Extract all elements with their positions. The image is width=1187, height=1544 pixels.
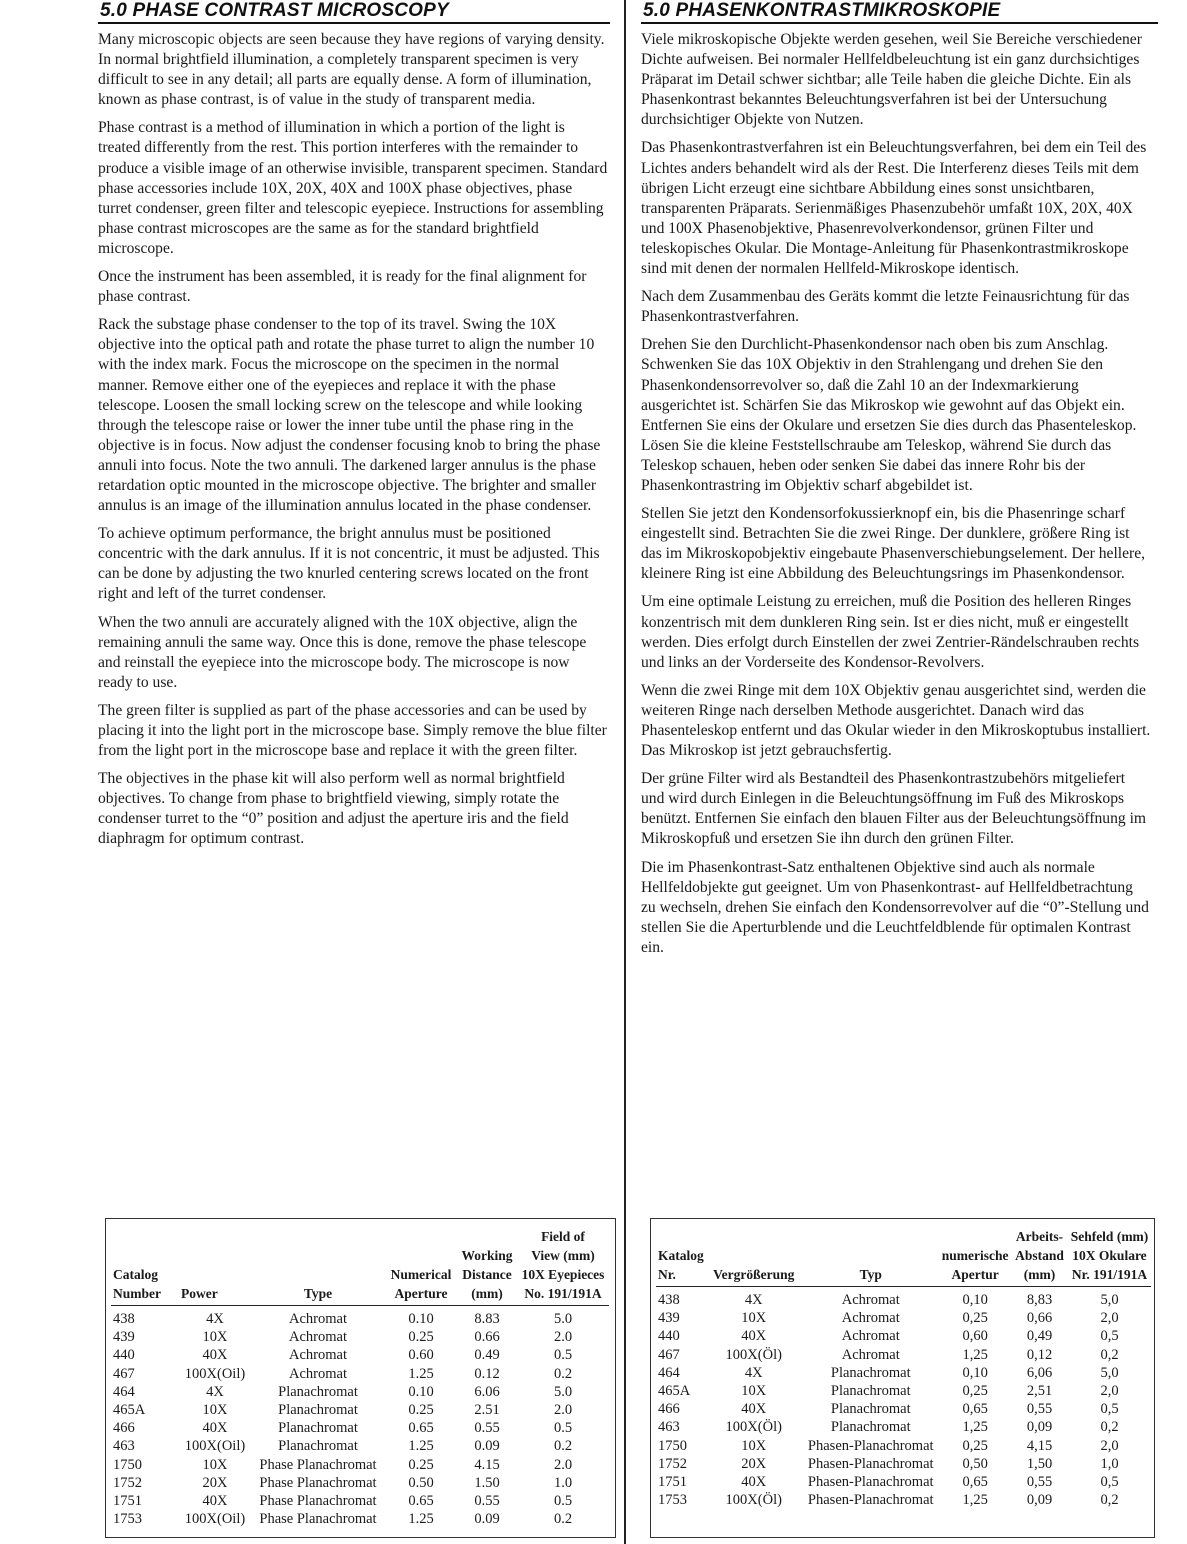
col-header-aperture	[385, 1227, 457, 1306]
header-line: Typ	[859, 1267, 882, 1282]
power-cell: 40X	[741, 1328, 767, 1345]
distance-cell: 6,06	[1026, 1364, 1053, 1381]
col-header-power	[179, 1227, 251, 1306]
type-cell: Planachromat	[830, 1401, 911, 1418]
distance-cell: 8.83	[474, 1311, 500, 1327]
catalog-cell: 438	[658, 1292, 680, 1308]
type-cell: Phase Planachromat	[259, 1456, 377, 1473]
fov-cell: 0.2	[553, 1511, 573, 1528]
header-line: Nr.	[658, 1267, 676, 1282]
paragraph: Many microscopic objects are seen because they have regions of varying density. In normal brightfield illumination, a completely transparent specimen is very difficult to see in any detail; all parts are equally dense. A form of illumination, known as phase contrast, is of value in the study of transparent media.	[98, 31, 605, 109]
distance-cell: 0,49	[1026, 1328, 1053, 1345]
header-line: (mm)	[1023, 1267, 1056, 1282]
distance-cell: 2.51	[474, 1402, 500, 1419]
catalog-cell: 1753	[113, 1511, 142, 1528]
aperture-cell: 0.60	[408, 1347, 434, 1364]
power-cell: 10X	[202, 1456, 228, 1473]
catalog-cell: 440	[658, 1328, 680, 1345]
col-header-aperture	[940, 1227, 1011, 1287]
catalog-cell: 464	[658, 1364, 680, 1381]
power-cell: 10X	[202, 1402, 228, 1419]
header-line: 10X Eyepieces	[521, 1267, 605, 1282]
type-cell: Phase Planachromat	[259, 1493, 377, 1510]
paragraph: Der grüne Filter wird als Bestandteil des Phasenkontrastzubehörs mitgeliefert und wird durch Einlegen in die Beleuchtungsöffnung im Fuß des Mikroskops benützt. Entfernen Sie einfach den blauen Filter aus der Beleuchtungsöffnung im Mikroskopfuß und ersetzen Sie ihn durch den grünen Filter.	[641, 770, 1147, 848]
type-cell: Planachromat	[830, 1383, 911, 1400]
distance-cell: 8,83	[1026, 1292, 1053, 1308]
col-header-field-of-view	[1069, 1227, 1151, 1287]
table-row	[111, 1328, 609, 1346]
fov-cell: 5,0	[1100, 1364, 1119, 1381]
fov-cell: 0,2	[1100, 1419, 1119, 1436]
aperture-cell: 0.65	[408, 1420, 434, 1437]
type-cell: Achromat	[289, 1329, 347, 1346]
type-cell: Achromat	[289, 1311, 347, 1327]
aperture-cell: 0,65	[962, 1474, 988, 1491]
power-cell: 20X	[202, 1474, 228, 1491]
paragraph: When the two annuli are accurately aligned with the 10X objective, align the remaining annuli the same way. Once this is done, remove the phase telescope and reinstall the eyepiece into the microscope body. The microscope is now ready to use.	[98, 613, 587, 691]
catalog-cell: 1753	[658, 1492, 687, 1509]
table-row	[111, 1365, 609, 1383]
table-row	[656, 1309, 1151, 1327]
col-header-catalog	[656, 1227, 706, 1287]
table-row	[656, 1437, 1151, 1455]
objectives-table-english	[105, 1218, 616, 1538]
type-cell: Achromat	[841, 1292, 900, 1308]
catalog-cell: 467	[658, 1346, 680, 1363]
table-row	[656, 1364, 1151, 1382]
catalog-cell: 466	[658, 1401, 680, 1418]
power-cell: 40X	[202, 1420, 228, 1437]
type-cell: Phase Planachromat	[259, 1474, 377, 1491]
type-cell: Planachromat	[278, 1383, 358, 1400]
table-row	[656, 1491, 1151, 1509]
table-row	[656, 1455, 1151, 1473]
catalog-cell: 439	[658, 1310, 680, 1327]
table-row	[656, 1287, 1151, 1310]
heading-rule-english	[98, 22, 610, 24]
fov-cell: 0.2	[553, 1365, 573, 1382]
fov-cell: 0.5	[553, 1420, 573, 1437]
distance-cell: 1.50	[474, 1474, 500, 1491]
distance-cell: 0.09	[474, 1511, 500, 1528]
col-header-distance	[1011, 1227, 1069, 1287]
aperture-cell: 0,10	[962, 1364, 988, 1381]
power-cell: 10X	[741, 1437, 767, 1454]
aperture-cell: 0.25	[408, 1329, 434, 1346]
col-header-power	[706, 1227, 802, 1287]
header-line: numerische	[941, 1248, 1009, 1263]
header-line: Working	[461, 1248, 513, 1263]
distance-cell: 0,09	[1026, 1419, 1053, 1436]
table-row	[111, 1401, 609, 1419]
header-line: Arbeits-	[1015, 1229, 1064, 1244]
catalog-cell: 463	[113, 1438, 135, 1455]
section-heading-german: 5.0 PHASENKONTRASTMIKROSKOPIE	[643, 0, 1001, 21]
fov-cell: 5.0	[553, 1383, 573, 1400]
catalog-cell: 463	[658, 1419, 680, 1436]
header-line: Distance	[462, 1267, 512, 1282]
aperture-cell: 0.10	[408, 1311, 434, 1327]
power-cell: 40X	[202, 1493, 228, 1510]
header-line: Aperture	[394, 1286, 448, 1301]
type-cell: Planachromat	[278, 1402, 358, 1419]
fov-cell: 5,0	[1100, 1292, 1119, 1308]
header-line: View (mm)	[531, 1248, 595, 1263]
type-cell: Planachromat	[278, 1438, 358, 1455]
table-row	[656, 1346, 1151, 1364]
type-cell: Planachromat	[830, 1419, 911, 1436]
distance-cell: 0,66	[1026, 1310, 1053, 1327]
header-line: Number	[113, 1286, 161, 1301]
aperture-cell: 0.50	[408, 1474, 434, 1491]
aperture-cell: 1,25	[962, 1492, 988, 1509]
aperture-cell: 0,65	[962, 1401, 988, 1418]
power-cell: 4X	[206, 1311, 224, 1327]
power-cell: 4X	[744, 1364, 763, 1381]
distance-cell: 4.15	[474, 1456, 500, 1473]
type-cell: Phasen-Planachromat	[807, 1455, 934, 1472]
distance-cell: 0,55	[1026, 1474, 1053, 1491]
distance-cell: 0,09	[1026, 1492, 1053, 1509]
table-row	[111, 1383, 609, 1401]
paragraph: Wenn die zwei Ringe mit dem 10X Objektiv genau ausgerichtet sind, werden die weiteren Ringe nach derselben Methode ausgerichtet. Danach wird das Phasenteleskop entfernt und das Okular wieder in den Mikroskoptubus installiert. Das Mikroskop ist jetzt gebrauchsfertig.	[641, 681, 1151, 760]
german-body	[641, 30, 1151, 966]
paragraph: Viele mikroskopische Objekte werden gesehen, weil Sie Bereiche verschiedener Dichte aufweisen. Bei normaler Hellfeldbeleuchtung ist ein ganz durchsichtiges Präparat im Detail schwer sichtbar; alle Teile haben die gleiche Dichte. Ein als Phasenkontrast bekanntes Beleuchtungsverfahren ist bei der Untersuchung durchsichtiger Objekte von Nutzen.	[641, 31, 1142, 129]
objectives-table	[111, 1227, 609, 1528]
table-row	[111, 1419, 609, 1437]
paragraph: The objectives in the phase kit will also perform well as normal brightfield objectives. To change from phase to brightfield viewing, simply rotate the condenser turret to the “0” position and adjust the aperture iris and the field diaphragm for optimum contrast.	[98, 770, 569, 848]
type-cell: Planachromat	[830, 1364, 911, 1381]
header-line: No. 191/191A	[524, 1286, 602, 1301]
power-cell: 100X(Oil)	[184, 1438, 246, 1455]
distance-cell: 0.12	[474, 1365, 500, 1382]
fov-cell: 0,5	[1100, 1328, 1119, 1345]
paragraph: The green filter is supplied as part of the phase accessories and can be used by placing it into the light port in the microscope base. Simply remove the blue filter from the light port in the microscope base and replace it with the green filter.	[98, 701, 607, 760]
paragraph: Die im Phasenkontrast-Satz enthaltenen Objektive sind auch als normale Hellfeldobjekte gut geeignet. Um von Phasenkontrast- auf Hellfeldbetrachtung zu wechseln, drehen Sie einfach den Kondensorrevolver auf die “0”-Stellung und stellen Sie die Aperturblende und die Leuchtfeldblende für optimalen Kontrast ein.	[641, 858, 1149, 956]
header-line: Vergrößerung	[713, 1267, 795, 1282]
aperture-cell: 0.65	[408, 1493, 434, 1510]
paragraph: Phase contrast is a method of illumination in which a portion of the light is treated differently from the rest. This portion interferes with the remainder to produce a visible image of an otherwise invisible, transparent specimen. Standard phase accessories include 10X, 20X, 40X and 100X phase objectives, phase turret condenser, green filter and telescopic eyepiece. Instructions for assembling phase contrast microscopes are the same as for the standard brightfield microscope.	[98, 119, 608, 257]
header-line: 10X Okulare	[1072, 1248, 1147, 1263]
paragraph: Drehen Sie den Durchlicht-Phasenkondensor nach oben bis zum Anschlag. Schwenken Sie das 10X Objektiv in den Strahlengang und drehen Sie den Phasenkondensorrevolver so, daß die Zahl 10 an der Indexmarkierung ausgerichtet ist. Schärfen Sie das Mikroskop wie gewohnt auf das Objekt ein. Entfernen Sie eins der Okulare und ersetzen Sie dies durch das Phasenteleskop. Lösen Sie die kleine Feststellschraube am Teleskop, während Sie durch das Teleskop schauen, heben oder senken Sie dabei das innere Rohr bis der Phasenkontrastring im Objektiv scharf abgebildet ist.	[641, 336, 1137, 494]
aperture-cell: 0,25	[962, 1383, 988, 1400]
header-line: Catalog	[113, 1267, 158, 1282]
distance-cell: 2,51	[1026, 1383, 1053, 1400]
aperture-cell: 0,60	[962, 1328, 988, 1345]
paragraph: Um eine optimale Leistung zu erreichen, muß die Position des helleren Ringes konzentrisch mit dem dunkleren Ring sein. Ist er dies nicht, muß er eingestellt werden. Dies erfolgt durch Einstellen der zwei Zentrier-Rändelschrauben rechts und links an der Vorderseite des Kondensor-Revolvers.	[641, 593, 1140, 671]
table-row	[656, 1327, 1151, 1345]
paragraph: Once the instrument has been assembled, it is ready for the final alignment for phase contrast.	[98, 268, 587, 306]
aperture-cell: 0,10	[962, 1292, 988, 1308]
distance-cell: 6.06	[474, 1383, 500, 1400]
power-cell: 100X(Öl)	[725, 1346, 782, 1363]
fov-cell: 2.0	[553, 1456, 573, 1473]
power-cell: 100X(Oil)	[184, 1365, 246, 1382]
english-body	[98, 30, 608, 858]
power-cell: 10X	[741, 1310, 767, 1327]
catalog-cell: 466	[113, 1420, 135, 1437]
table-row	[656, 1382, 1151, 1400]
type-cell: Phasen-Planachromat	[807, 1437, 934, 1454]
table-body	[111, 1306, 609, 1529]
aperture-cell: 0,50	[962, 1455, 988, 1472]
catalog-cell: 1752	[113, 1474, 142, 1491]
power-cell: 10X	[741, 1383, 767, 1400]
catalog-cell: 465A	[113, 1402, 146, 1419]
fov-cell: 1.0	[553, 1474, 573, 1491]
header-line: Katalog	[658, 1248, 704, 1263]
distance-cell: 0,55	[1026, 1401, 1053, 1418]
fov-cell: 1,0	[1100, 1455, 1119, 1472]
catalog-cell: 1750	[658, 1437, 687, 1454]
type-cell: Achromat	[841, 1310, 900, 1327]
distance-cell: 0.55	[474, 1420, 500, 1437]
paragraph: Rack the substage phase condenser to the top of its travel. Swing the 10X objective into the optical path and rotate the phase turret to align the number 10 with the index mark. Focus the microscope on the specimen in the normal manner. Remove either one of the eyepieces and replace it with the phase telescope. Loosen the small locking screw on the telescope and while looking through the telescope raise or lower the inner tube until the phase ring in the objective is in focus. Now adjust the condenser focusing knob to bring the phase annuli into focus. Note the two annuli. The darkened larger annulus is the phase retardation optic mounted in the microscope objective. The brighter and smaller annulus is an image of the illumination annulus located in the phase condenser.	[98, 316, 601, 515]
col-header-distance	[457, 1227, 517, 1306]
paragraph: Stellen Sie jetzt den Kondensorfokussierknopf ein, bis die Phasenringe scharf eingestellt sind. Betrachten Sie die zwei Ringe. Der dunklere, größere Ring ist das im Mikroskopobjektiv eingebaute Phasenverschiebungselement. Der hellere, kleinere Ring ist eine Abbildung des Beleuchtungsrings im Phasenkondensor.	[641, 505, 1146, 583]
fov-cell: 2,0	[1100, 1310, 1119, 1327]
fov-cell: 5.0	[553, 1311, 573, 1327]
fov-cell: 0,5	[1100, 1401, 1119, 1418]
type-cell: Planachromat	[278, 1420, 358, 1437]
aperture-cell: 1.25	[408, 1511, 434, 1528]
fov-cell: 2,0	[1100, 1383, 1119, 1400]
objectives-table-german	[650, 1218, 1155, 1538]
power-cell: 4X	[744, 1292, 763, 1308]
header-line: Numerical	[390, 1267, 452, 1282]
catalog-cell: 438	[113, 1311, 135, 1327]
paragraph: Nach dem Zusammenbau des Geräts kommt die letzte Feinausrichtung für das Phasenkontrastverfahren.	[641, 288, 1130, 326]
fov-cell: 0,2	[1100, 1492, 1119, 1509]
type-cell: Phasen-Planachromat	[807, 1492, 934, 1509]
header-line: Field of	[541, 1229, 585, 1244]
table-row	[656, 1400, 1151, 1418]
header-line: Type	[303, 1286, 333, 1301]
fov-cell: 0.5	[553, 1493, 573, 1510]
fov-cell: 0,5	[1100, 1474, 1119, 1491]
paragraph: To achieve optimum performance, the bright annulus must be positioned concentric with the dark annulus. If it is not concentric, it must be adjusted. This can be done by adjusting the two knurled centering screws located on the front right and left of the turret condenser.	[98, 525, 600, 603]
power-cell: 100X(Öl)	[725, 1419, 782, 1436]
type-cell: Achromat	[841, 1328, 900, 1345]
fov-cell: 0.5	[553, 1347, 573, 1364]
table-row	[111, 1492, 609, 1510]
aperture-cell: 1.25	[408, 1365, 434, 1382]
table-row	[111, 1456, 609, 1474]
distance-cell: 0.55	[474, 1493, 500, 1510]
distance-cell: 0.09	[474, 1438, 500, 1455]
table-row	[111, 1437, 609, 1455]
power-cell: 40X	[202, 1347, 228, 1364]
catalog-cell: 440	[113, 1347, 135, 1364]
table-body	[656, 1287, 1151, 1510]
aperture-cell: 0.10	[408, 1383, 434, 1400]
distance-cell: 4,15	[1026, 1437, 1053, 1454]
aperture-cell: 0,25	[962, 1310, 988, 1327]
type-cell: Phase Planachromat	[259, 1511, 377, 1528]
power-cell: 40X	[741, 1401, 767, 1418]
col-header-catalog	[111, 1227, 179, 1306]
distance-cell: 0,12	[1026, 1346, 1053, 1363]
paragraph: Das Phasenkontrastverfahren ist ein Beleuchtungsverfahren, bei dem ein Teil des Lichtes anders behandelt wird als der Rest. Die Interferenz dieses Teils mit dem übrigen Licht erzeugt eine sichtbare Abbildung eines sonst unsichtbaren, transparenten Präparats. Serienmäßiges Phasenzubehör umfaßt 10X, 20X, 40X und 100X Phasenobjektive, Phasenrevolverkondensor, grünen Filter und teleskopisches Okular. Die Montage-Anleitung für Phasenkontrastmikroskope sind mit denen der normalen Hellfeld-Mikroskope identisch.	[641, 139, 1147, 278]
table-row	[111, 1306, 609, 1329]
table-row	[656, 1418, 1151, 1436]
power-cell: 40X	[741, 1474, 767, 1491]
type-cell: Achromat	[841, 1346, 900, 1363]
col-header-field-of-view	[517, 1227, 609, 1306]
aperture-cell: 1.25	[408, 1438, 434, 1455]
header-line: Nr. 191/191A	[1071, 1267, 1148, 1282]
aperture-cell: 0,25	[962, 1437, 988, 1454]
aperture-cell: 0.25	[408, 1456, 434, 1473]
col-header-type	[251, 1227, 385, 1306]
header-line: Sehfeld (mm)	[1070, 1229, 1149, 1244]
type-cell: Achromat	[289, 1365, 347, 1382]
catalog-cell: 1751	[658, 1474, 687, 1491]
distance-cell: 1,50	[1026, 1455, 1053, 1472]
type-cell: Phasen-Planachromat	[807, 1474, 934, 1491]
fov-cell: 2,0	[1100, 1437, 1119, 1454]
column-divider	[624, 0, 626, 1544]
distance-cell: 0.66	[474, 1329, 500, 1346]
table-row	[656, 1473, 1151, 1491]
catalog-cell: 1750	[113, 1456, 142, 1473]
catalog-cell: 439	[113, 1329, 135, 1346]
power-cell: 20X	[741, 1455, 767, 1472]
fov-cell: 2.0	[553, 1329, 573, 1346]
fov-cell: 0,2	[1100, 1346, 1119, 1363]
aperture-cell: 1,25	[962, 1419, 988, 1436]
power-cell: 100X(Öl)	[725, 1492, 782, 1509]
type-cell: Achromat	[289, 1347, 347, 1364]
objectives-table	[656, 1227, 1151, 1509]
fov-cell: 0.2	[553, 1438, 573, 1455]
distance-cell: 0.49	[474, 1347, 500, 1364]
power-cell: 10X	[202, 1329, 228, 1346]
table-row	[111, 1346, 609, 1364]
catalog-cell: 1752	[658, 1455, 687, 1472]
section-heading-english: 5.0 PHASE CONTRAST MICROSCOPY	[100, 0, 449, 21]
header-line: (mm)	[471, 1286, 503, 1301]
power-cell: 100X(Oil)	[184, 1511, 246, 1528]
col-header-type	[802, 1227, 940, 1287]
aperture-cell: 0.25	[408, 1402, 434, 1419]
fov-cell: 2.0	[553, 1402, 573, 1419]
table-row	[111, 1510, 609, 1528]
catalog-cell: 467	[113, 1365, 135, 1382]
header-line: Abstand	[1015, 1248, 1064, 1263]
aperture-cell: 1,25	[962, 1346, 988, 1363]
header-line: Power	[181, 1286, 218, 1301]
catalog-cell: 464	[113, 1383, 135, 1400]
catalog-cell: 465A	[658, 1383, 691, 1400]
table-row	[111, 1474, 609, 1492]
power-cell: 4X	[206, 1383, 224, 1400]
header-line: Apertur	[951, 1267, 999, 1282]
heading-rule-german	[641, 22, 1158, 24]
catalog-cell: 1751	[113, 1493, 142, 1510]
